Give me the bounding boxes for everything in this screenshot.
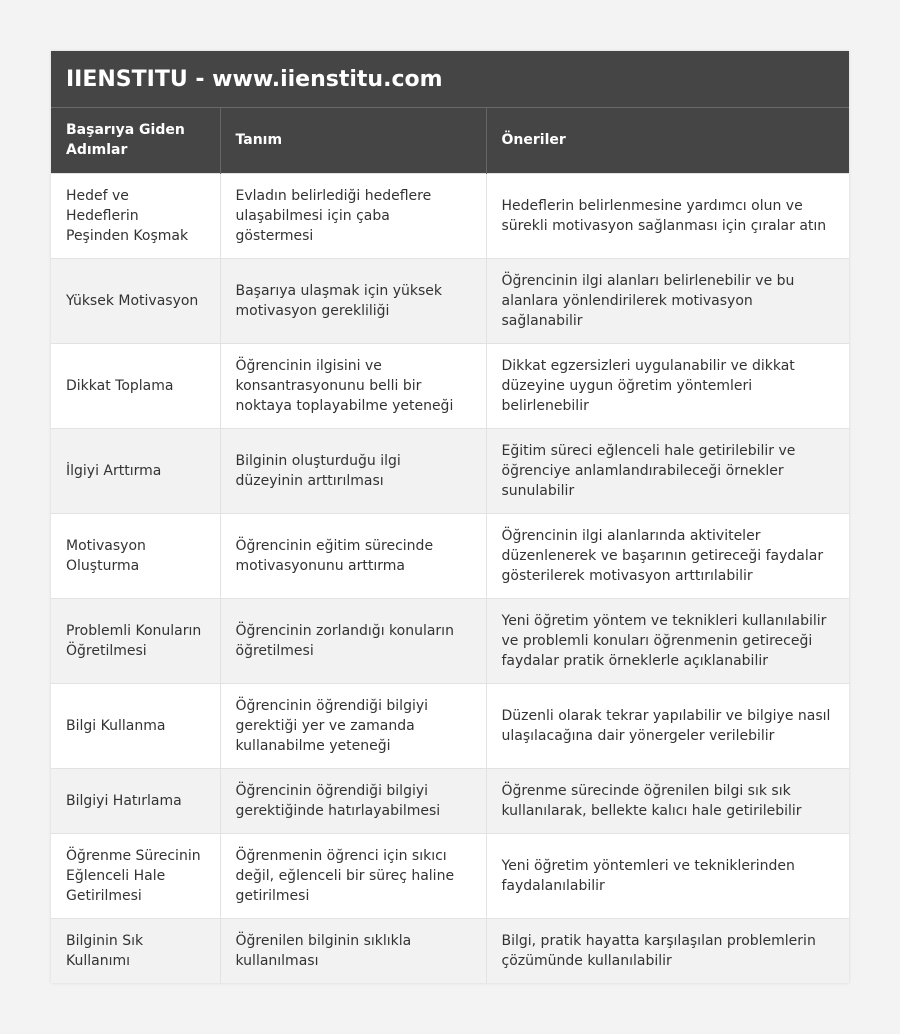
cell-step: Bilgi Kullanma	[51, 683, 220, 768]
cell-suggestion: Öğrencinin ilgi alanları belirlenebilir ve bu alanlara yönlendirilerek motivasyon sağlanabilir	[486, 258, 849, 343]
cell-definition: Öğrencinin öğrendiği bilgiyi gerektiği yer ve zamanda kullanabilme yeteneği	[220, 683, 486, 768]
cell-step: Bilginin Sık Kullanımı	[51, 918, 220, 983]
cell-step: İlgiyi Arttırma	[51, 428, 220, 513]
cell-definition: Öğrencinin zorlandığı konuların öğretilmesi	[220, 598, 486, 683]
cell-step: Problemli Konuların Öğretilmesi	[51, 598, 220, 683]
table-title: IIENSTITU - www.iienstitu.com	[51, 51, 849, 108]
cell-definition: Öğrenmenin öğrenci için sıkıcı değil, eğlenceli bir süreç haline getirilmesi	[220, 833, 486, 918]
table-row	[51, 343, 849, 428]
table-row	[51, 173, 849, 258]
cell-step: Öğrenme Sürecinin Eğlenceli Hale Getirilmesi	[51, 833, 220, 918]
table-row	[51, 833, 849, 918]
cell-step: Yüksek Motivasyon	[51, 258, 220, 343]
table-row	[51, 513, 849, 598]
cell-suggestion: Öğrencinin ilgi alanlarında aktiviteler düzenlenerek ve başarının getireceği faydalar gösterilerek motivasyon arttırılabilir	[486, 513, 849, 598]
header-steps: Başarıya Giden Adımlar	[51, 108, 220, 173]
cell-suggestion: Bilgi, pratik hayatta karşılaşılan problemlerin çözümünde kullanılabilir	[486, 918, 849, 983]
cell-suggestion: Eğitim süreci eğlenceli hale getirilebilir ve öğrenciye anlamlandırabileceği örnekler sunulabilir	[486, 428, 849, 513]
table-row	[51, 918, 849, 983]
table-row	[51, 683, 849, 768]
table-row	[51, 598, 849, 683]
cell-definition: Öğrencinin ilgisini ve konsantrasyonunu belli bir noktaya toplayabilme yeteneği	[220, 343, 486, 428]
header-definition: Tanım	[220, 108, 486, 173]
cell-step: Dikkat Toplama	[51, 343, 220, 428]
cell-step: Motivasyon Oluşturma	[51, 513, 220, 598]
cell-suggestion: Hedeflerin belirlenmesine yardımcı olun ve sürekli motivasyon sağlanması için çıralar atın	[486, 173, 849, 258]
steps-table	[51, 108, 849, 983]
table-row	[51, 428, 849, 513]
cell-suggestion: Düzenli olarak tekrar yapılabilir ve bilgiye nasıl ulaşılacağına dair yönergeler verilebilir	[486, 683, 849, 768]
header-suggestions: Öneriler	[501, 132, 566, 149]
cell-suggestion: Yeni öğretim yöntemleri ve tekniklerinden faydalanılabilir	[486, 833, 849, 918]
cell-definition: Bilginin oluşturduğu ilgi düzeyinin arttırılması	[220, 428, 486, 513]
header-row	[51, 108, 849, 173]
cell-definition: Başarıya ulaşmak için yüksek motivasyon gerekliliği	[220, 258, 486, 343]
cell-step: Hedef ve Hedeflerin Peşinden Koşmak	[51, 173, 220, 258]
cell-definition: Öğrencinin öğrendiği bilgiyi gerektiğinde hatırlayabilmesi	[220, 768, 486, 833]
cell-suggestion: Öğrenme sürecinde öğrenilen bilgi sık sık kullanılarak, bellekte kalıcı hale getirilebilir	[486, 768, 849, 833]
table-row	[51, 258, 849, 343]
table-card	[51, 51, 849, 983]
cell-step: Bilgiyi Hatırlama	[51, 768, 220, 833]
cell-suggestion: Yeni öğretim yöntem ve teknikleri kullanılabilir ve problemli konuları öğrenmenin getireceği faydalar pratik örneklerle açıklanabilir	[486, 598, 849, 683]
cell-definition: Evladın belirlediği hedeflere ulaşabilmesi için çaba göstermesi	[220, 173, 486, 258]
cell-suggestion: Dikkat egzersizleri uygulanabilir ve dikkat düzeyine uygun öğretim yöntemleri belirlenebilir	[486, 343, 849, 428]
table-row	[51, 768, 849, 833]
cell-definition: Öğrencinin eğitim sürecinde motivasyonunu arttırma	[220, 513, 486, 598]
cell-definition: Öğrenilen bilginin sıklıkla kullanılması	[220, 918, 486, 983]
